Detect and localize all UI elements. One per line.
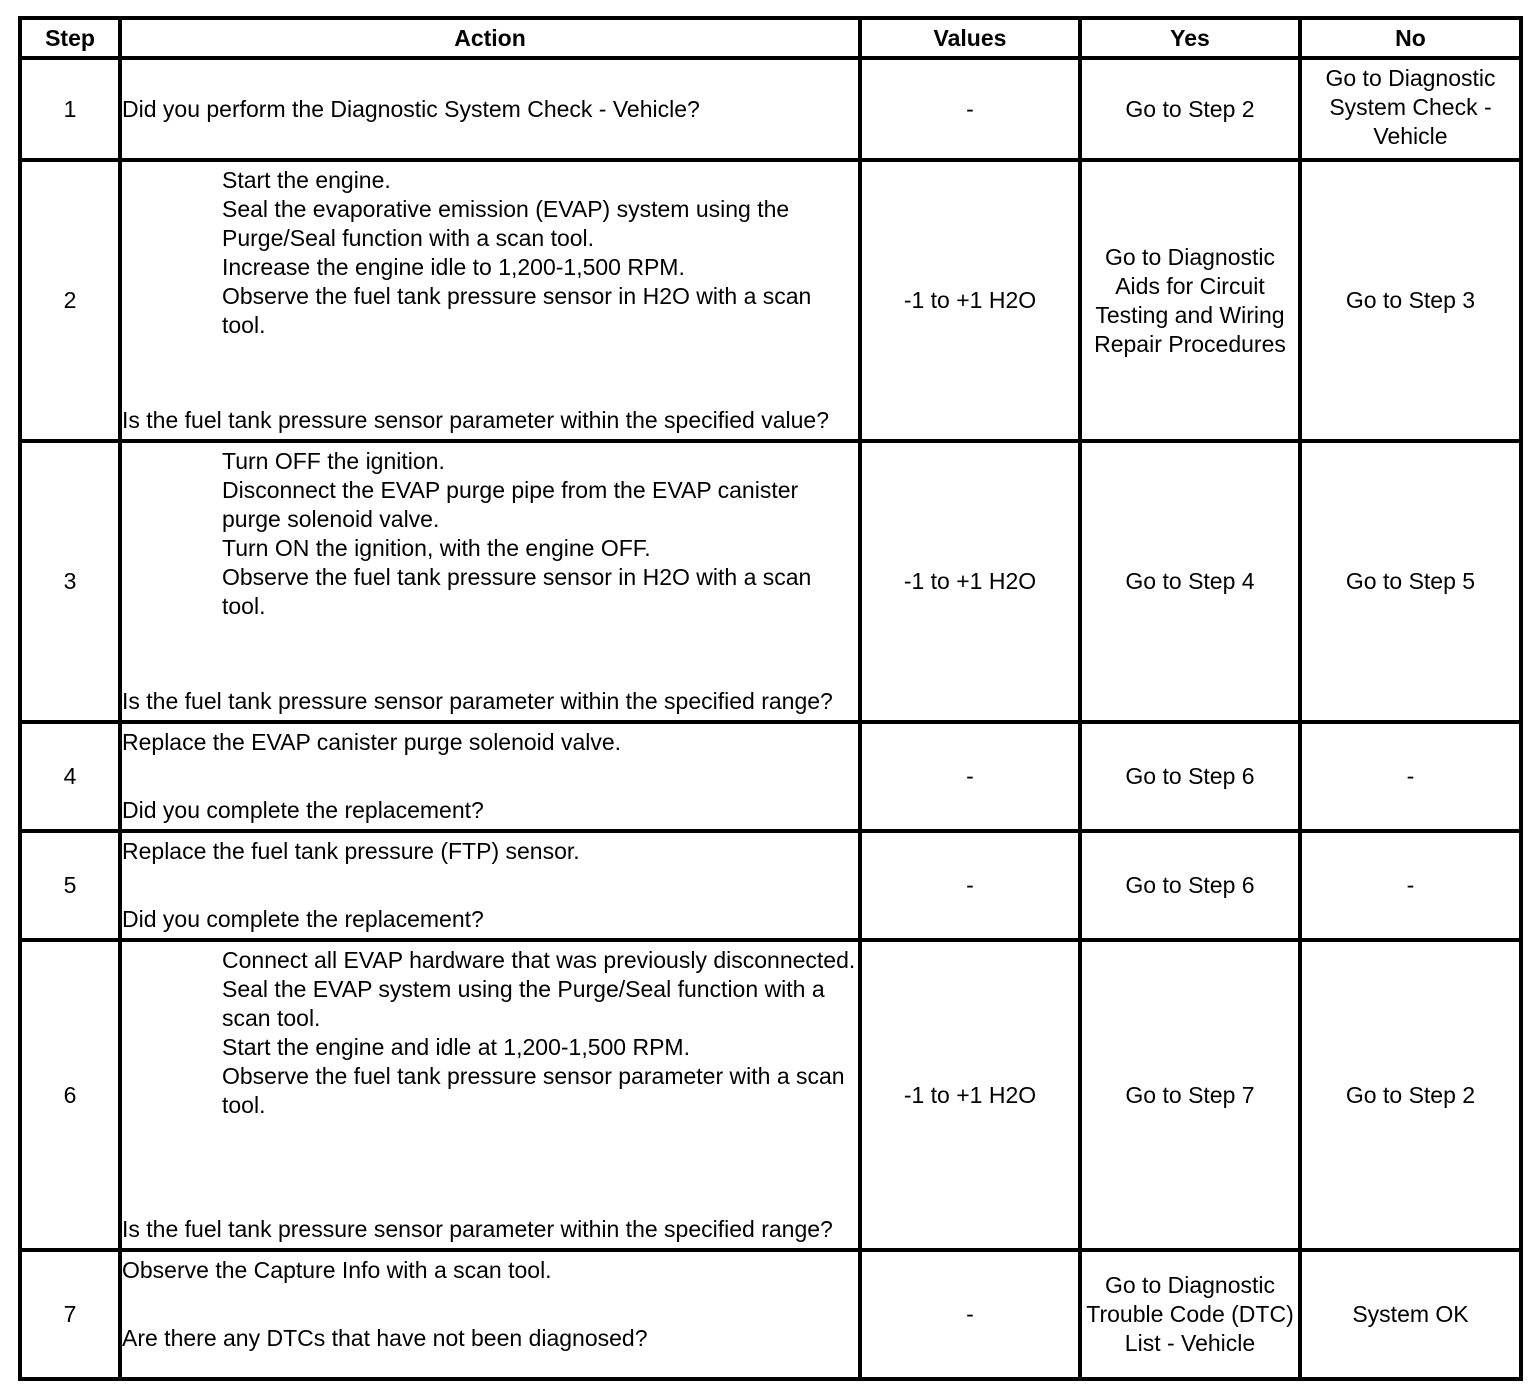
action-question: Did you complete the replacement? [122,797,484,823]
table-row [20,722,1521,831]
yes-cell: Go to Step 4 [1080,441,1300,722]
yes-cell: Go to Step 2 [1080,58,1300,160]
header-no: No [1300,18,1521,58]
instruction-item: Seal the evaporative emission (EVAP) system using the Purge/Seal function with a scan tool. [222,196,790,251]
action-cell [120,58,860,160]
instruction-item: Observe the fuel tank pressure sensor in H2O with a scan tool. [222,564,812,619]
yes-cell: Go to Step 7 [1080,940,1300,1250]
no-cell: Go to Step 3 [1300,160,1521,441]
action-intro: Replace the EVAP canister purge solenoid valve. [122,729,622,755]
values-cell: - [860,58,1080,160]
header-yes: Yes [1080,18,1300,58]
no-cell: - [1300,722,1521,831]
table-row [20,441,1521,722]
step-number: 4 [20,722,120,831]
header-values: Values [860,18,1080,58]
values-cell: -1 to +1 H2O [860,160,1080,441]
instruction-list [122,946,858,1120]
instruction-item: Disconnect the EVAP purge pipe from the EVAP canister purge solenoid valve. [222,477,799,532]
no-cell: Go to Diagnostic System Check - Vehicle [1300,58,1521,160]
action-question: Did you complete the replacement? [122,906,484,932]
step-number: 6 [20,940,120,1250]
no-cell: System OK [1300,1250,1521,1379]
values-cell: - [860,831,1080,940]
action-cell [120,940,860,1250]
values-cell: -1 to +1 H2O [860,940,1080,1250]
instruction-item: Observe the fuel tank pressure sensor in H2O with a scan tool. [222,283,812,338]
yes-cell: Go to Diagnostic Trouble Code (DTC) List - Vehicle [1080,1250,1300,1379]
action-question: Is the fuel tank pressure sensor parameter within the specified range? [122,688,833,714]
action-intro: Observe the Capture Info with a scan tool. [122,1257,552,1283]
step-number: 5 [20,831,120,940]
values-cell: -1 to +1 H2O [860,441,1080,722]
table-row [20,58,1521,160]
instruction-item: Seal the EVAP system using the Purge/Seal function with a scan tool. [222,976,825,1031]
action-question: Is the fuel tank pressure sensor parameter within the specified value? [122,407,829,433]
step-number: 3 [20,441,120,722]
action-question: Are there any DTCs that have not been diagnosed? [122,1325,648,1351]
step-number: 7 [20,1250,120,1379]
step-number: 1 [20,58,120,160]
action-question: Is the fuel tank pressure sensor parameter within the specified range? [122,1216,833,1242]
instruction-item: Observe the fuel tank pressure sensor parameter with a scan tool. [222,1063,845,1118]
table-row [20,160,1521,441]
action-cell [120,722,860,831]
values-cell: - [860,722,1080,831]
yes-cell: Go to Step 6 [1080,831,1300,940]
header-row [20,18,1521,58]
table-row [20,1250,1521,1379]
action-intro: Replace the fuel tank pressure (FTP) sensor. [122,838,580,864]
diagnostic-table [18,16,1523,1381]
yes-cell: Go to Step 6 [1080,722,1300,831]
step-number: 2 [20,160,120,441]
table-row [20,940,1521,1250]
no-cell: Go to Step 5 [1300,441,1521,722]
instruction-item: Turn OFF the ignition. [222,448,445,474]
action-cell [120,831,860,940]
instruction-item: Start the engine. [222,167,391,193]
instruction-item: Connect all EVAP hardware that was previously disconnected. [222,947,856,973]
yes-cell: Go to Diagnostic Aids for Circuit Testing and Wiring Repair Procedures [1080,160,1300,441]
instruction-item: Turn ON the ignition, with the engine OFF. [222,535,651,561]
action-cell [120,160,860,441]
header-step: Step [20,18,120,58]
header-action: Action [120,18,860,58]
action-cell [120,1250,860,1379]
instruction-list [122,447,858,621]
action-intro: Did you perform the Diagnostic System Check - Vehicle? [122,95,700,122]
values-cell: - [860,1250,1080,1379]
no-cell: Go to Step 2 [1300,940,1521,1250]
table-row [20,831,1521,940]
no-cell: - [1300,831,1521,940]
instruction-item: Increase the engine idle to 1,200-1,500 RPM. [222,254,685,280]
instruction-list [122,166,858,340]
action-cell [120,441,860,722]
instruction-item: Start the engine and idle at 1,200-1,500 RPM. [222,1034,690,1060]
